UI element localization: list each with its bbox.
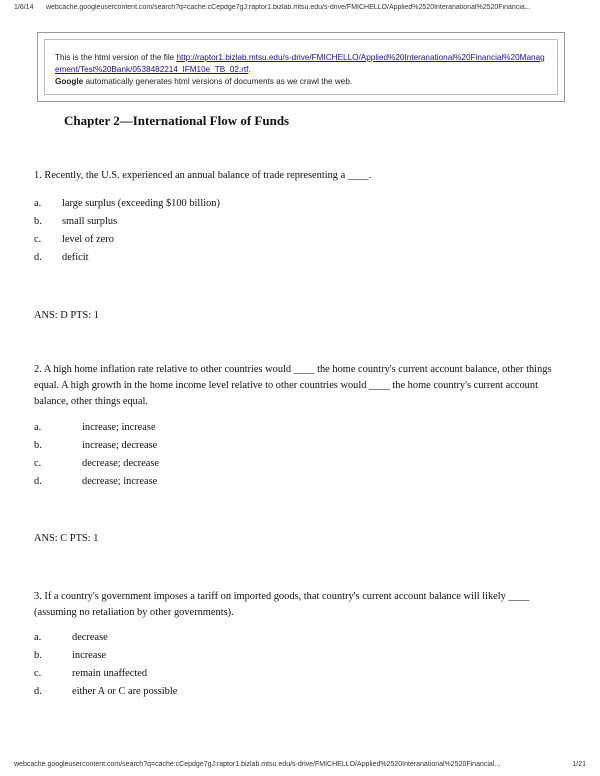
option-letter: a. — [34, 198, 42, 209]
print-header — [14, 4, 586, 11]
option-text: increase; decrease — [82, 440, 158, 451]
option-text: increase; increase — [82, 422, 156, 433]
print-footer — [14, 761, 586, 768]
option-text: large surplus (exceeding $100 billion) — [62, 198, 220, 209]
option-letter: c. — [34, 668, 42, 679]
option-text: deficit — [62, 252, 89, 263]
question-1-text: 1. Recently, the U.S. experienced an annual balance of trade representing a ____. — [34, 170, 372, 181]
option-text: decrease — [72, 632, 108, 643]
google-cache-notice-inner — [44, 39, 558, 95]
footer-url: webcache.googleusercontent.com/search?q=cache:cCepdge7gJ:raptor1.bizlab.mtsu.edu/s-drive/FMICHELLO/Applied%2520Interanational%2520Financial... — [14, 761, 501, 768]
option-text: small surplus — [62, 216, 118, 227]
option-text: decrease; decrease — [82, 458, 160, 469]
option-letter: b. — [34, 650, 42, 661]
page-number: 1/21 — [572, 761, 586, 768]
option-letter: c. — [34, 234, 42, 245]
option-text: either A or C are possible — [72, 686, 178, 697]
option-text: increase — [72, 650, 107, 661]
question-1-answer: ANS: D PTS: 1 — [34, 310, 99, 321]
option-text: remain unaffected — [72, 668, 148, 679]
option-letter: a. — [34, 632, 42, 643]
option-letter: c. — [34, 458, 42, 469]
notice-suffix: . — [248, 65, 251, 74]
option-letter: b. — [34, 440, 42, 451]
option-text: level of zero — [62, 234, 114, 245]
option-letter: d. — [34, 476, 42, 487]
notice-prefix: This is the html version of the file — [55, 53, 177, 62]
option-letter: d. — [34, 686, 42, 697]
google-brand: Google — [55, 77, 84, 86]
source-file-link[interactable]: http://raptor1.bizlab.mtsu.edu/s-drive/FMICHELLO/Applied%20Interanational%20Financial%20Management/Test%20Bank/0538482214_IFM10e_TB_02.rtf — [55, 53, 545, 74]
question-2-answer: ANS: C PTS: 1 — [34, 533, 99, 544]
google-cache-notice — [37, 32, 565, 102]
print-date: 1/6/14 — [14, 4, 34, 11]
notice-text: automatically generates html versions of documents as we crawl the web. — [83, 77, 353, 86]
question-2-text: 2. A high home inflation rate relative to other countries would ____ the home country's current account balance, other things equal. A high growth in the home income level relative to other countries would ____ the home country's current account balance, other things equal. — [34, 364, 552, 407]
option-letter: b. — [34, 216, 42, 227]
chapter-title: Chapter 2—International Flow of Funds — [64, 113, 290, 128]
print-url: webcache.googleusercontent.com/search?q=cache:cCepdge7gJ:raptor1.bizlab.mtsu.edu/s-drive/FMICHELLO/Applied%2520Interanational%2520Financia... — [45, 4, 531, 11]
option-text: decrease; increase — [82, 476, 158, 487]
option-letter: a. — [34, 422, 42, 433]
question-3-text: 3. If a country's government imposes a tariff on imported goods, that country's current account balance will likely ____ (assuming no retaliation by other governments). — [34, 591, 530, 618]
option-letter: d. — [34, 252, 42, 263]
